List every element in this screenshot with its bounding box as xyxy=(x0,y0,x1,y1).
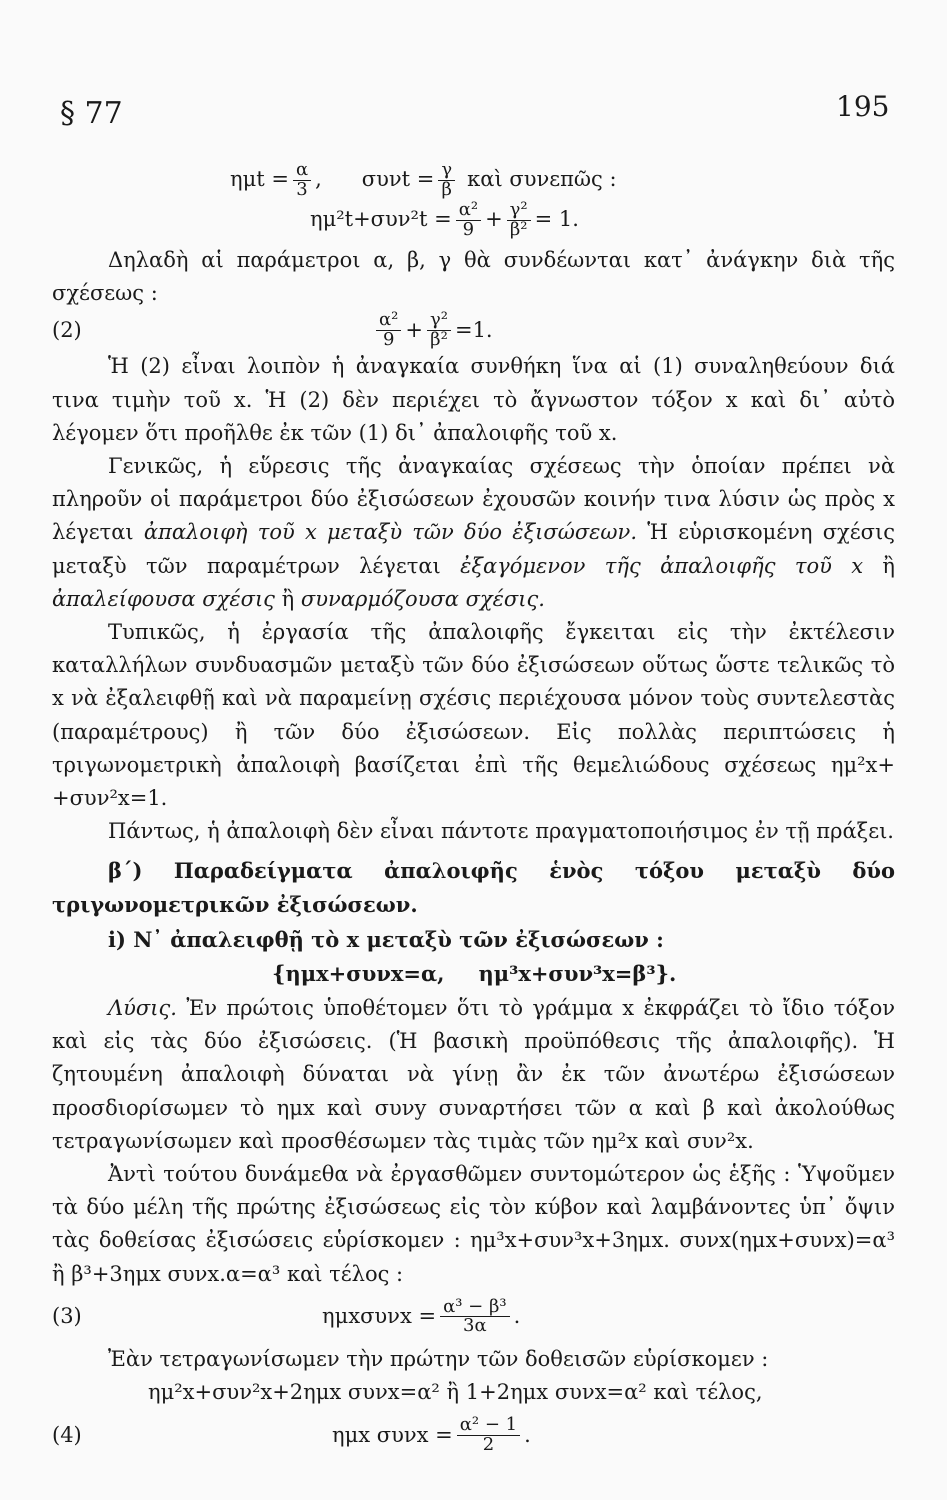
italic-term: ἀπαλοιφὴ τοῦ x μεταξὺ τῶν δύο ἐξισώσεων. xyxy=(143,520,637,545)
section-heading: β΄) Παραδείγματα ἀπαλοιφῆς ἑνὸς τόξου μεταξὺ δύο τριγωνομετρικῶν ἐξισώσεων. xyxy=(52,858,895,917)
fraction xyxy=(376,311,401,350)
equation-identity xyxy=(52,200,895,240)
paragraph: Ἀντὶ τούτου δυνάμεθα νὰ ἐργασθῶμεν συντομώτερον ὡς ἑξῆς : Ὑψοῦμεν τὰ δύο μέλη τῆς πρώτης ἐξισώσεως εἰς τὸν κύβον καὶ λαμβάνοντες ὑπ᾽ ὄψιν τὰς δοθείσας ἐξισώσεις εὑρίσκομεν : ημ³x+συν³x+3ημx. συνx(ημx+συνx)=α³ ἢ β³+3ημx συνx.α=α³ καὶ τέλος : xyxy=(52,1162,895,1286)
denominator: β² xyxy=(430,328,448,350)
equation-system xyxy=(52,956,895,992)
page-number: 195 xyxy=(836,90,890,123)
paragraph: Πάντως, ἡ ἀπαλοιφὴ δὲν εἶναι πάντοτε πραγματοποιήσιμος ἐν τῇ πράξει. xyxy=(108,819,894,844)
eq-text: + xyxy=(485,207,503,232)
denominator: β xyxy=(441,178,452,200)
text: Γενικῶς, ἡ εὕρεσις τῆς ἀναγκαίας σχέσεως τὴν ὁποίαν πρέπει νὰ πληροῦν οἱ παράμετροι δύο ἐξισώσεων ἐχουσῶν κοινήν τινα λύσιν ὡς πρὸς x λέγεται xyxy=(52,454,895,545)
denominator: 2 xyxy=(482,1433,495,1455)
numerator: α xyxy=(293,161,311,181)
eq-text: ημ³x+συν³x=β³}. xyxy=(478,961,677,987)
eq-text: = 1. xyxy=(534,207,579,232)
text: Ἡ εὑρισκομένη σχέσις μεταξὺ τῶν παραμέτρων λέγεται xyxy=(52,520,895,578)
equation-3 xyxy=(52,1291,895,1343)
paragraph: Ἐὰν τετραγωνίσωμεν τὴν πρώτην τῶν δοθεισῶν εὑρίσκομεν : xyxy=(108,1346,769,1371)
eq-text: + xyxy=(405,317,423,342)
eq-text: , xyxy=(315,167,322,192)
text: Ἐν πρώτοις ὑποθέτομεν ὅτι τὸ γράμμα x ἐκφράζει τὸ ἴδιο τόξον καὶ εἰς τὰς δύο ἐξισώσεις. (Ἡ βασικὴ προϋπόθεσις τῆς ἀπαλοιφῆς). Ἡ ζητουμένη ἀπαλοιφὴ δύναται νὰ γίνῃ ἂν ἐκ τῶν ἀνωτέρω ἐξισώσεων προσδιορίσωμεν τὸ ημx καὶ συνy συναρτήσει τῶν α καὶ β καὶ ἀκολούθως τετραγωνίσωμεν καὶ προσθέσωμεν τὰς τιμὰς τῶν ημ²x καὶ συν²x. xyxy=(52,996,895,1153)
fraction xyxy=(293,158,311,200)
equation-number: (2) xyxy=(52,317,82,342)
eq-text: {ημx+συνx=α, xyxy=(272,961,445,987)
paragraph-definition xyxy=(52,450,895,616)
eq-text: καὶ συνεπῶς : xyxy=(467,167,617,192)
eq-text: ημx συνx = xyxy=(332,1422,453,1447)
eq-text: ημt = xyxy=(230,167,289,192)
text: ἢ xyxy=(882,553,895,578)
fraction xyxy=(457,1413,520,1455)
fraction xyxy=(427,311,451,350)
solution-label: Λύσις. xyxy=(108,996,177,1021)
denominator: 9 xyxy=(462,218,475,240)
eq-text: ημxσυνx = xyxy=(322,1304,437,1329)
page-body xyxy=(52,160,895,1461)
paragraph: Ἡ (2) εἶναι λοιπὸν ἡ ἀναγκαία συνθήκη ἵνα αἱ (1) συναληθεύουν διά τινα τιμὴν τοῦ x. Ἡ (2) δὲν περιέχει τὸ ἄγνωστον τόξον x καὶ δι᾽ αὐτὸ λέγομεν ὅτι προῆλθε ἐκ τῶν (1) δι᾽ ἀπαλοιφῆς τοῦ x. xyxy=(52,354,895,445)
fraction xyxy=(507,198,531,240)
numerator: γ² xyxy=(507,201,531,221)
denominator: 9 xyxy=(382,328,395,350)
example-heading: i) Ν᾽ ἀπαλειφθῇ τὸ x μεταξὺ τῶν ἐξισώσεων : xyxy=(108,926,664,952)
eq-text: συνt = xyxy=(361,167,435,192)
denominator: β² xyxy=(509,218,528,240)
italic-term: συναρμόζουσα σχέσις. xyxy=(300,586,545,611)
fraction xyxy=(438,158,455,200)
numerator: α² − 1 xyxy=(457,1416,520,1436)
paragraph-solution xyxy=(52,992,895,1158)
fraction xyxy=(440,1295,510,1337)
equation-number: (3) xyxy=(52,1304,82,1329)
eq-text: . xyxy=(513,1304,521,1329)
section-number: § 77 xyxy=(60,96,123,131)
denominator: 3 xyxy=(296,178,308,200)
numerator: α³ − β³ xyxy=(440,1298,510,1318)
paragraph: Τυπικῶς, ἡ ἐργασία τῆς ἀπαλοιφῆς ἔγκειται εἰς τὴν ἐκτέλεσιν καταλλήλων συνδυασμῶν μεταξὺ τῶν δύο ἐξισώσεων οὕτως ὥστε τελικῶς τὸ x νὰ ἐξαλειφθῇ καὶ νὰ παραμείνῃ σχέσις περιέχουσα μόνον τοὺς συντελεστὰς (παραμέτρους) ἢ τῶν δύο ἐξισώσεων. Εἰς πολλὰς περιπτώσεις ἡ τριγωνομετρικὴ ἀπαλοιφὴ βασίζεται ἐπὶ τῆς θεμελιώδους σχέσεως ημ²x+ +συν²x=1. xyxy=(52,620,895,811)
denominator: 3α xyxy=(463,1315,487,1337)
equation-ratios xyxy=(52,160,895,200)
equation-number: (4) xyxy=(52,1422,82,1447)
italic-term: ἐξαγόμενον τῆς ἀπαλοιφῆς τοῦ x xyxy=(460,553,864,578)
eq-text: ημ²t+συν²t = xyxy=(310,207,452,232)
equation-line: ημ²x+συν²x+2ημx συνx=α² ἢ 1+2ημx συνx=α² καὶ τέλος, xyxy=(148,1380,763,1405)
numerator: α² xyxy=(456,201,481,221)
equation-2 xyxy=(52,310,895,350)
text: ἢ xyxy=(281,586,295,611)
italic-term: ἀπαλείφουσα σχέσις xyxy=(52,586,275,611)
eq-text: =1. xyxy=(454,317,493,342)
eq-text: . xyxy=(524,1422,531,1447)
paragraph: Δηλαδὴ αἱ παράμετροι α, β, γ θὰ συνδέωνται κατ᾽ ἀνάγκην διὰ τῆς σχέσεως : xyxy=(52,248,895,306)
numerator: γ xyxy=(438,161,455,181)
equation-4 xyxy=(52,1409,895,1461)
numerator: α² xyxy=(376,311,401,331)
numerator: γ² xyxy=(427,311,451,331)
fraction xyxy=(456,198,481,240)
